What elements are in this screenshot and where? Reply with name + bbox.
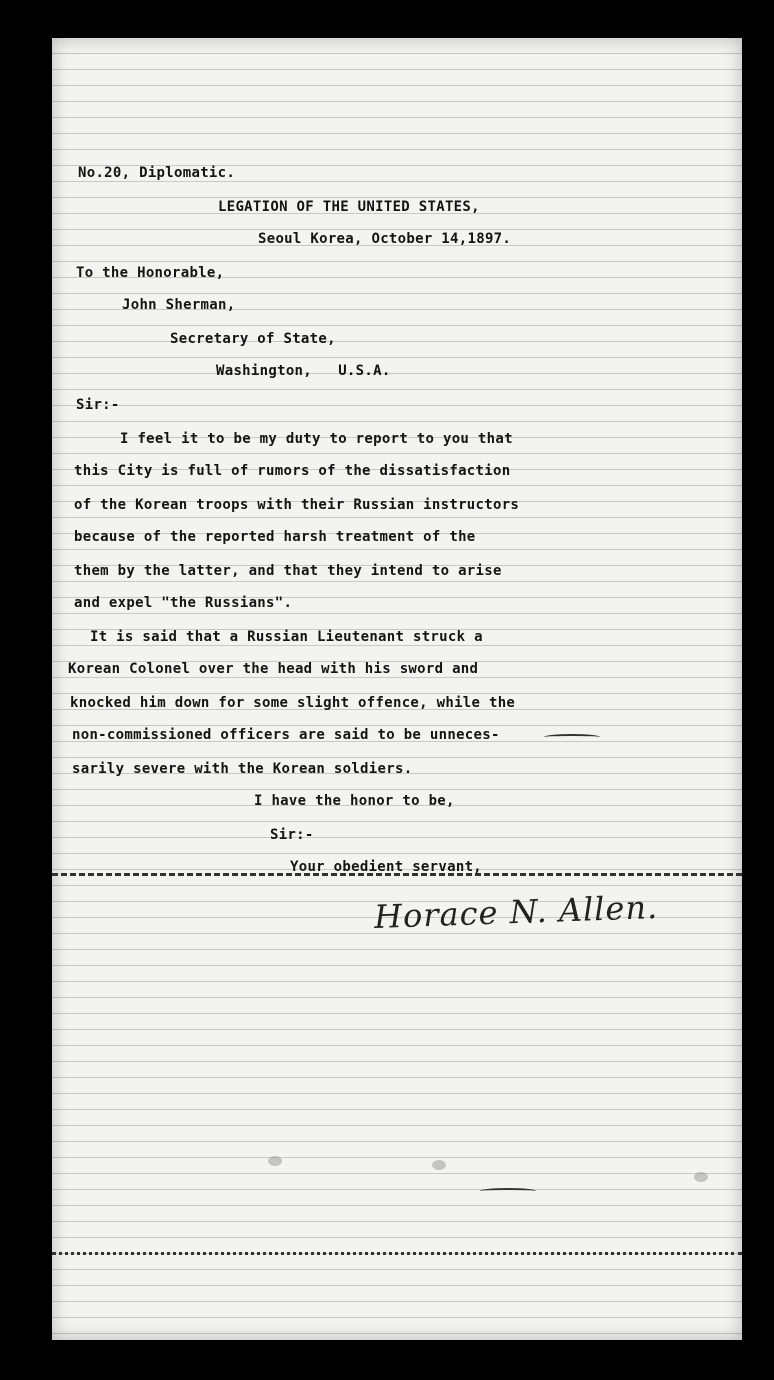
- body-line: of the Korean troops with their Russian instructors: [74, 497, 520, 513]
- body-line: because of the reported harsh treatment of the: [74, 529, 476, 545]
- paper-spot: [694, 1172, 708, 1182]
- body-line: It is said that a Russian Lieutenant struck a: [90, 629, 483, 645]
- body-line: this City is full of rumors of the dissatisfaction: [74, 463, 511, 479]
- paper-spot: [268, 1156, 282, 1166]
- body-line: and expel "the Russians".: [74, 595, 293, 611]
- reference-line: No.20, Diplomatic.: [78, 165, 236, 181]
- body-line: knocked him down for some slight offence, while the: [70, 695, 516, 711]
- legation-heading: LEGATION OF THE UNITED STATES,: [218, 199, 480, 215]
- addressee-line-1: To the Honorable,: [76, 265, 225, 281]
- body-line: Korean Colonel over the head with his sword and: [68, 661, 479, 677]
- signature: Horace N. Allen.: [373, 888, 659, 936]
- correction-mark: [544, 734, 600, 740]
- fold-line-lower: [52, 1252, 742, 1255]
- closing-line-3: Your obedient servant,: [290, 859, 483, 875]
- body-line: sarily severe with the Korean soldiers.: [72, 761, 413, 777]
- addressee-line-3: Secretary of State,: [170, 331, 336, 347]
- addressee-line-2: John Sherman,: [122, 297, 236, 313]
- ink-stroke: [480, 1188, 536, 1194]
- closing-line-1: I have the honor to be,: [254, 793, 455, 809]
- body-line: non-commissioned officers are said to be unneces-: [72, 727, 500, 743]
- body-line: them by the latter, and that they intend to arise: [74, 563, 502, 579]
- addressee-line-4: Washington, U.S.A.: [216, 363, 391, 379]
- paper-spot: [432, 1160, 446, 1170]
- place-date: Seoul Korea, October 14,1897.: [258, 231, 512, 247]
- closing-line-2: Sir:-: [270, 827, 314, 843]
- body-line: I feel it to be my duty to report to you that: [120, 431, 513, 447]
- letter-page: [52, 38, 742, 1340]
- salutation: Sir:-: [76, 397, 120, 413]
